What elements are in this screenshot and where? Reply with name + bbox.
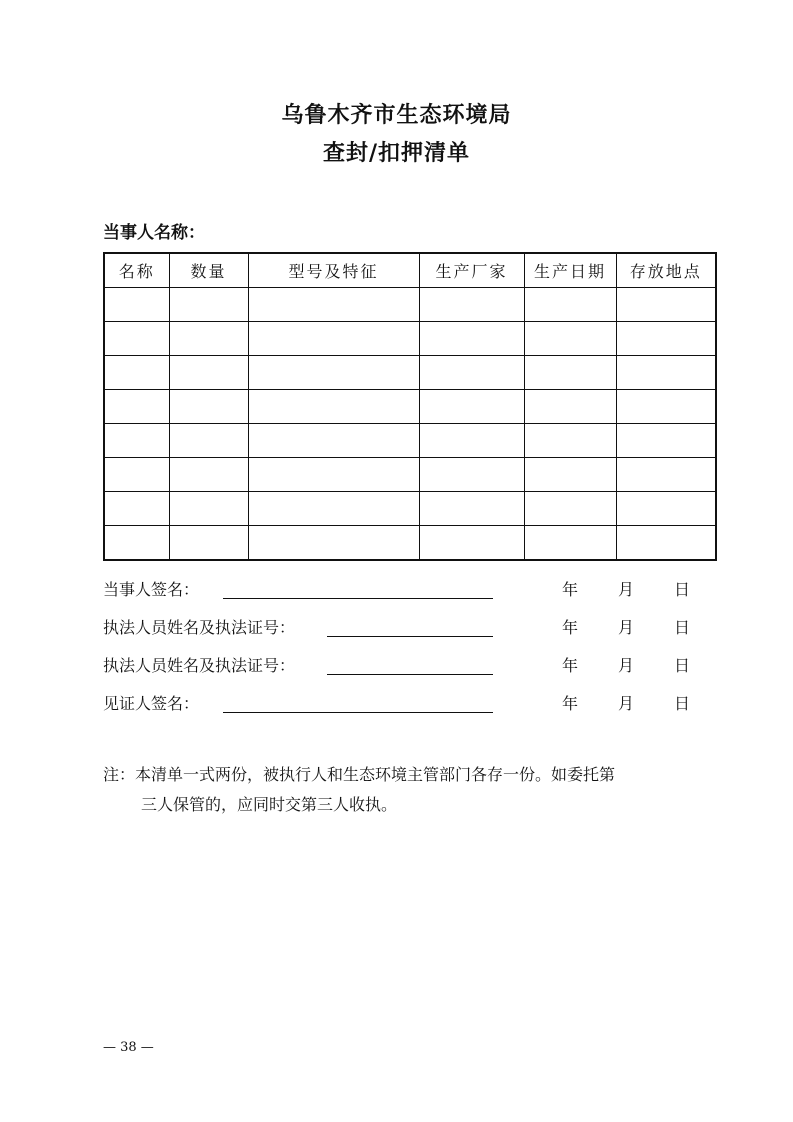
page-number: — 38 — [103, 1040, 154, 1055]
table-cell[interactable] [104, 356, 169, 390]
date-day-label: 日 [674, 694, 691, 713]
date-month-label: 月 [618, 580, 635, 599]
table-cell[interactable] [169, 458, 248, 492]
table-cell[interactable] [104, 424, 169, 458]
document-title: 乌鲁木齐市生态环境局 [281, 102, 512, 128]
table-cell[interactable] [248, 322, 419, 356]
table-cell[interactable] [524, 322, 616, 356]
table-cell[interactable] [104, 288, 169, 322]
table-cell[interactable] [248, 390, 419, 424]
table-cell[interactable] [169, 526, 248, 561]
date-day-label: 日 [674, 618, 691, 637]
table-row [104, 424, 716, 458]
officer-1-signature-row [103, 616, 295, 640]
table-cell[interactable] [248, 492, 419, 526]
date-month-label: 月 [618, 694, 635, 713]
table-cell[interactable] [524, 492, 616, 526]
table-cell[interactable] [169, 390, 248, 424]
witness-signature-label: 见证人签名： [103, 694, 200, 713]
date-year-label: 年 [562, 618, 579, 637]
table-cell[interactable] [419, 322, 524, 356]
table-row [104, 322, 716, 356]
date-year-label: 年 [562, 694, 579, 713]
table-cell[interactable] [524, 356, 616, 390]
column-header-storage-location: 存放地点 [616, 253, 716, 288]
column-header-manufacturer: 生产厂家 [419, 253, 524, 288]
date-year-label: 年 [562, 580, 579, 599]
column-header-model: 型号及特征 [248, 253, 419, 288]
officer-2-signature-label: 执法人员姓名及执法证号： [103, 656, 296, 675]
column-header-name: 名称 [104, 253, 169, 288]
table-cell[interactable] [104, 458, 169, 492]
table-cell[interactable] [524, 288, 616, 322]
party-name-label: 当事人名称： [103, 223, 205, 243]
table-cell[interactable] [616, 288, 716, 322]
table-cell[interactable] [616, 492, 716, 526]
table-cell[interactable] [104, 526, 169, 561]
table-cell[interactable] [524, 458, 616, 492]
column-header-production-date: 生产日期 [524, 253, 616, 288]
note-line-1: 注：本清单一式两份，被执行人和生态环境主管部门各存一份。如委托第 [103, 765, 616, 784]
table-row [104, 492, 716, 526]
table-cell[interactable] [248, 526, 419, 561]
party-signature-row [103, 578, 199, 602]
table-cell[interactable] [104, 492, 169, 526]
table-cell[interactable] [104, 390, 169, 424]
party-signature-line[interactable] [223, 598, 493, 599]
table-row [104, 526, 716, 561]
table-header-row [104, 253, 716, 288]
table-cell[interactable] [524, 390, 616, 424]
table-cell[interactable] [616, 390, 716, 424]
table-cell[interactable] [616, 458, 716, 492]
party-signature-label: 当事人签名： [103, 580, 200, 599]
table-cell[interactable] [419, 424, 524, 458]
officer-2-signature-row [103, 654, 295, 678]
table-cell[interactable] [248, 288, 419, 322]
table-cell[interactable] [248, 356, 419, 390]
table-row [104, 390, 716, 424]
column-header-quantity: 数量 [169, 253, 248, 288]
date-month-label: 月 [618, 618, 635, 637]
table-cell[interactable] [419, 492, 524, 526]
table-cell[interactable] [419, 390, 524, 424]
table-cell[interactable] [616, 322, 716, 356]
date-month-label: 月 [618, 656, 635, 675]
officer-1-signature-label: 执法人员姓名及执法证号： [103, 618, 296, 637]
table-row [104, 458, 716, 492]
table-cell[interactable] [524, 526, 616, 561]
witness-signature-row [103, 692, 199, 716]
seizure-list-table [103, 252, 717, 561]
note-line-2: 三人保管的，应同时交第三人收执。 [141, 795, 398, 814]
table-cell[interactable] [169, 492, 248, 526]
date-year-label: 年 [562, 656, 579, 675]
officer-1-signature-line[interactable] [327, 636, 493, 637]
table-cell[interactable] [248, 458, 419, 492]
table-row [104, 356, 716, 390]
table-cell[interactable] [169, 288, 248, 322]
table-cell[interactable] [104, 322, 169, 356]
table-cell[interactable] [616, 424, 716, 458]
officer-2-signature-line[interactable] [327, 674, 493, 675]
table-cell[interactable] [169, 322, 248, 356]
table-row [104, 288, 716, 322]
table-cell[interactable] [419, 356, 524, 390]
table-cell[interactable] [248, 424, 419, 458]
document-subtitle: 查封/扣押清单 [322, 140, 471, 166]
note-paragraph [103, 760, 713, 820]
table-cell[interactable] [616, 526, 716, 561]
table-cell[interactable] [419, 288, 524, 322]
table-cell[interactable] [169, 424, 248, 458]
table-cell[interactable] [169, 356, 248, 390]
table-cell[interactable] [616, 356, 716, 390]
date-day-label: 日 [674, 580, 691, 599]
table-cell[interactable] [419, 526, 524, 561]
table-cell[interactable] [524, 424, 616, 458]
date-day-label: 日 [674, 656, 691, 675]
witness-signature-line[interactable] [223, 712, 493, 713]
table-cell[interactable] [419, 458, 524, 492]
